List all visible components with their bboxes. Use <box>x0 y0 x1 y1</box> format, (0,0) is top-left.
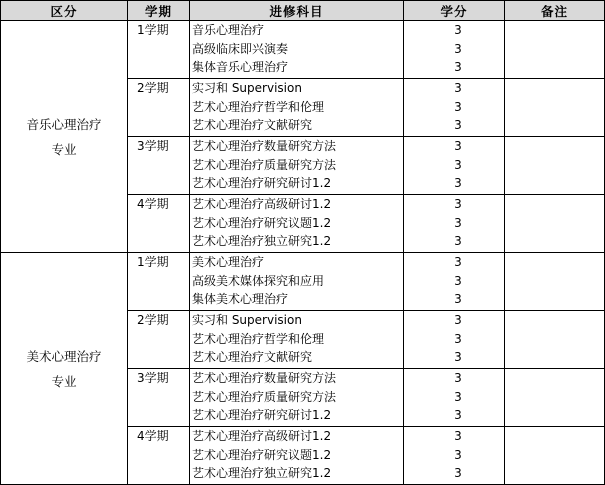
remarks-cell <box>505 253 605 311</box>
subject-item: 实习和 Supervision <box>192 81 302 95</box>
subjects-cell <box>190 253 404 311</box>
credit-value: 3 <box>454 41 462 56</box>
program-name-line1: 美术心理治疗 <box>26 348 102 364</box>
credit-value: 3 <box>454 350 462 364</box>
subject-item: 艺术心理治疗研究研讨1.2 <box>192 176 332 190</box>
semester-cell: 4学期 <box>128 195 190 253</box>
program-name-line1: 音乐心理治疗 <box>26 116 102 132</box>
credit-value: 3 <box>454 466 462 480</box>
subject-item: 艺术心理治疗独立研究1.2 <box>192 234 332 248</box>
credit-value: 3 <box>454 60 462 74</box>
subject-item: 艺术心理治疗高级研讨1.2 <box>192 197 332 211</box>
subject-item: 艺术心理治疗独立研究1.2 <box>192 466 332 480</box>
subjects-cell <box>190 311 404 369</box>
credit-value: 3 <box>454 429 462 443</box>
semester-cell: 1学期 <box>128 21 190 79</box>
credits-cell <box>404 79 505 137</box>
credits-cell <box>404 137 505 195</box>
subjects-cell <box>190 79 404 137</box>
program-name-line2: 专业 <box>51 373 77 389</box>
subject-item: 高级临床即兴演奏 <box>192 41 289 56</box>
remarks-cell <box>505 195 605 253</box>
credit-value: 3 <box>454 292 462 306</box>
subjects-cell <box>190 427 404 485</box>
subject-item: 艺术心理治疗哲学和伦理 <box>192 99 325 114</box>
subject-item: 艺术心理治疗研究研讨1.2 <box>192 408 332 422</box>
credit-value: 3 <box>454 23 462 37</box>
semester-cell: 3学期 <box>128 369 190 427</box>
credits-cell <box>404 21 505 79</box>
credit-value: 3 <box>454 313 462 327</box>
credit-value: 3 <box>454 176 462 190</box>
subjects-cell <box>190 369 404 427</box>
remarks-cell <box>505 427 605 485</box>
subject-item: 艺术心理治疗研究议题1.2 <box>192 215 332 230</box>
credits-cell <box>404 369 505 427</box>
semester-cell: 2学期 <box>128 311 190 369</box>
credit-value: 3 <box>454 447 462 462</box>
remarks-cell <box>505 79 605 137</box>
remarks-cell <box>505 311 605 369</box>
term-row <box>1 21 605 79</box>
remarks-cell <box>505 21 605 79</box>
credit-value: 3 <box>454 99 462 114</box>
subject-item: 集体美术心理治疗 <box>192 292 289 306</box>
credit-value: 3 <box>454 157 462 172</box>
subject-item: 音乐心理治疗 <box>192 23 265 37</box>
semester-cell: 1学期 <box>128 253 190 311</box>
subject-item: 艺术心理治疗质量研究方法 <box>192 389 337 404</box>
remarks-cell <box>505 369 605 427</box>
subject-item: 艺术心理治疗研究议题1.2 <box>192 447 332 462</box>
header-credits: 学分 <box>404 1 505 21</box>
credit-value: 3 <box>454 234 462 248</box>
credit-value: 3 <box>454 197 462 211</box>
subject-item: 艺术心理治疗文献研究 <box>192 350 313 364</box>
credits-cell <box>404 427 505 485</box>
credit-value: 3 <box>454 255 462 269</box>
semester-cell: 3学期 <box>128 137 190 195</box>
credits-cell <box>404 195 505 253</box>
header-category: 区分 <box>1 1 128 21</box>
subject-item: 艺术心理治疗数量研究方法 <box>192 371 337 385</box>
credits-cell <box>404 311 505 369</box>
subject-item: 艺术心理治疗高级研讨1.2 <box>192 429 332 443</box>
subjects-cell <box>190 21 404 79</box>
subject-item: 艺术心理治疗文献研究 <box>192 118 313 132</box>
remarks-cell <box>505 137 605 195</box>
header-row <box>1 1 605 21</box>
subject-item: 高级美术媒体探究和应用 <box>192 273 325 288</box>
credit-value: 3 <box>454 139 462 153</box>
credit-value: 3 <box>454 81 462 95</box>
term-row <box>1 253 605 311</box>
credit-value: 3 <box>454 371 462 385</box>
subject-item: 艺术心理治疗哲学和伦理 <box>192 331 325 346</box>
credits-cell <box>404 253 505 311</box>
subject-item: 艺术心理治疗数量研究方法 <box>192 139 337 153</box>
subject-item: 实习和 Supervision <box>192 313 302 327</box>
credit-value: 3 <box>454 389 462 404</box>
semester-cell: 2学期 <box>128 79 190 137</box>
program-name <box>1 253 128 485</box>
credit-value: 3 <box>454 215 462 230</box>
credit-value: 3 <box>454 331 462 346</box>
subjects-cell <box>190 137 404 195</box>
header-semester: 学期 <box>128 1 190 21</box>
subjects-cell <box>190 195 404 253</box>
credit-value: 3 <box>454 273 462 288</box>
program-name <box>1 21 128 253</box>
subject-item: 艺术心理治疗质量研究方法 <box>192 157 337 172</box>
credit-value: 3 <box>454 408 462 422</box>
subject-item: 美术心理治疗 <box>192 255 265 269</box>
header-subjects: 进修科目 <box>190 1 404 21</box>
header-remarks: 备注 <box>505 1 605 21</box>
subject-item: 集体音乐心理治疗 <box>192 60 289 74</box>
semester-cell: 4学期 <box>128 427 190 485</box>
program-name-line2: 专业 <box>51 141 77 157</box>
credit-value: 3 <box>454 118 462 132</box>
